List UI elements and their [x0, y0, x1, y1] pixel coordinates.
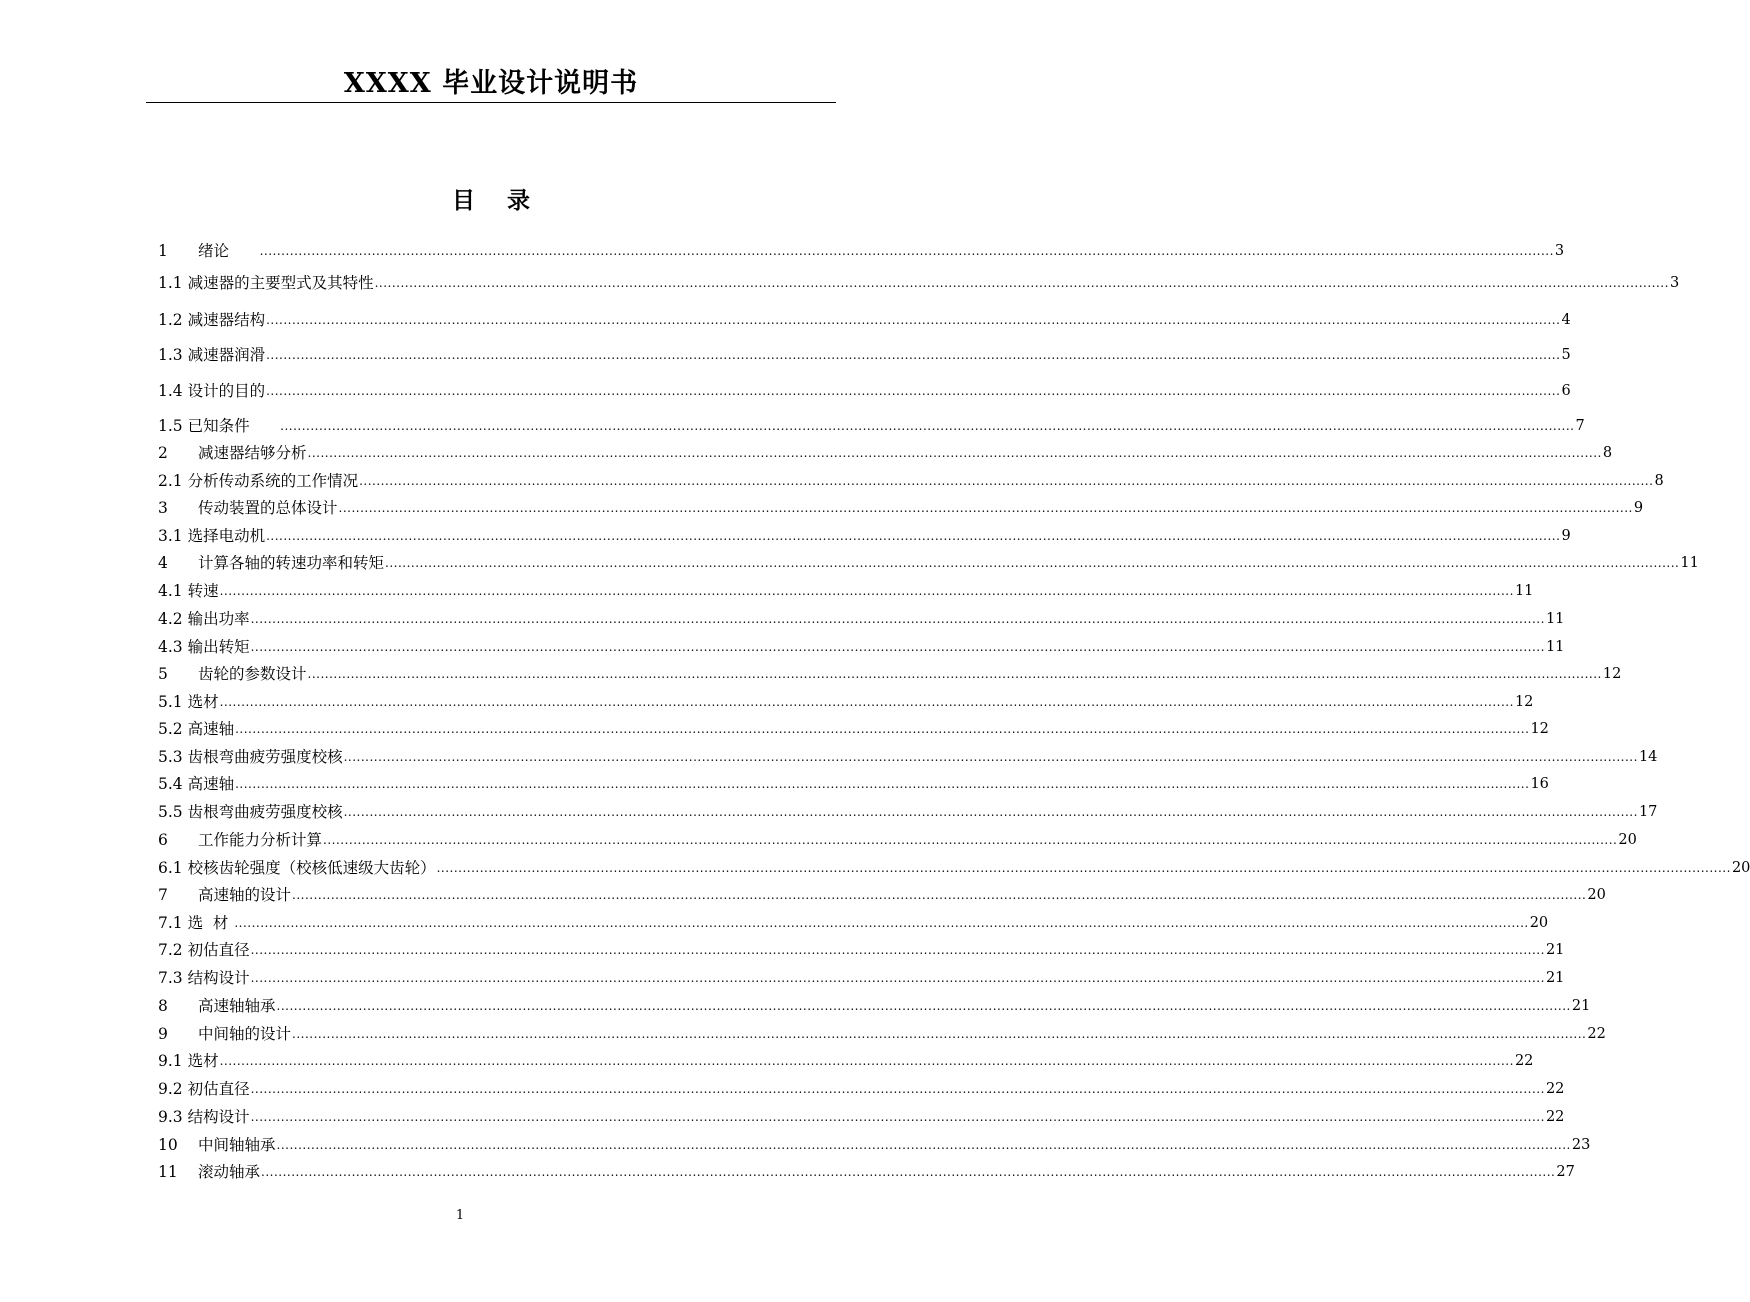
toc-entry-title: 选 材 [187, 914, 234, 932]
toc-entry-page: 5 [1561, 347, 1571, 363]
toc-entry-page: 12 [1514, 694, 1534, 710]
toc-entry-title: 齿根弯曲疲劳强度校核 [187, 748, 343, 766]
toc-entry-number: 10 [158, 1136, 178, 1154]
toc-entry-title: 中间轴的设计 [198, 1025, 292, 1043]
toc-entry-page: 11 [1545, 611, 1565, 627]
toc-entry-title: 减速器润滑 [187, 346, 266, 364]
toc-entry[interactable] [158, 442, 1613, 464]
toc-leader-dots: ............................................................................................................................................................................................................................................................................................................ [292, 1027, 1587, 1041]
toc-leader-dots: ............................................................................................................................................................................................................................................................................................................ [280, 419, 1575, 433]
toc-entry-page: 22 [1587, 1026, 1606, 1042]
toc-entry-number: 1.4 [158, 382, 188, 400]
toc-entry[interactable] [158, 857, 1750, 879]
toc-entry-number: 9 [158, 1025, 168, 1043]
toc-entry-title: 减速器的主要型式及其特性 [187, 274, 374, 292]
toc-entry[interactable] [158, 1078, 1565, 1100]
toc-entry-page: 12 [1602, 666, 1622, 682]
toc-leader-dots: ............................................................................................................................................................................................................................................................................................................ [250, 1082, 1545, 1096]
toc-entry-number: 7.2 [158, 941, 188, 959]
toc-entry-page: 20 [1731, 860, 1750, 876]
toc-entry-number: 2.1 [158, 472, 188, 490]
toc-entry-page: 22 [1514, 1053, 1534, 1069]
toc-entry[interactable] [158, 663, 1622, 685]
toc-entry[interactable] [158, 309, 1571, 331]
toc-leader-dots: ............................................................................................................................................................................................................................................................................................................ [250, 640, 1545, 654]
toc-entry[interactable] [158, 1106, 1565, 1128]
toc-entry[interactable] [158, 884, 1606, 906]
toc-entry[interactable] [158, 608, 1565, 630]
toc-entry-title: 绪论 [198, 242, 259, 260]
toc-leader-dots: ............................................................................................................................................................................................................................................................................................................ [276, 1138, 1571, 1152]
toc-leader-dots: ............................................................................................................................................................................................................................................................................................................ [219, 584, 1514, 598]
toc-entry[interactable] [158, 967, 1565, 989]
toc-entry-page: 11 [1514, 583, 1534, 599]
toc-entry-title: 结构设计 [187, 1108, 250, 1126]
toc-entry-title: 高速轴 [187, 775, 235, 793]
toc-entry-page: 22 [1545, 1081, 1565, 1097]
toc-entry-number: 5.1 [158, 693, 188, 711]
toc-entry-title: 初估直径 [187, 941, 250, 959]
toc-entry-title: 输出转矩 [187, 638, 250, 656]
toc-leader-dots: ............................................................................................................................................................................................................................................................................................................ [436, 861, 1731, 875]
page-number: 1 [455, 1208, 465, 1223]
toc-entry[interactable] [158, 1050, 1534, 1072]
toc-leader-dots: ............................................................................................................................................................................................................................................................................................................ [343, 750, 1638, 764]
toc-leader-dots: ............................................................................................................................................................................................................................................................................................................ [266, 348, 1561, 362]
toc-entry-page: 21 [1545, 942, 1565, 958]
toc-entry-number: 4.1 [158, 582, 188, 600]
toc-entry[interactable] [158, 912, 1549, 934]
toc-entry-number: 7.3 [158, 969, 188, 987]
toc-entry-page: 4 [1561, 312, 1571, 328]
toc-entry-number: 11 [158, 1163, 178, 1181]
toc-leader-dots: ............................................................................................................................................................................................................................................................................................................ [219, 1054, 1514, 1068]
toc-entry-page: 11 [1545, 639, 1565, 655]
toc-leader-dots: ............................................................................................................................................................................................................................................................................................................ [343, 805, 1638, 819]
toc-entry-number: 6 [158, 831, 168, 849]
toc-entry-page: 16 [1530, 776, 1549, 792]
toc-entry-page: 23 [1571, 1137, 1591, 1153]
toc-entry-title: 初估直径 [187, 1080, 250, 1098]
toc-entry-title: 中间轴轴承 [198, 1136, 276, 1154]
toc-entry[interactable] [158, 691, 1534, 713]
toc-entry-page: 6 [1561, 383, 1571, 399]
toc-entry-number: 8 [158, 997, 168, 1015]
header-divider [146, 102, 836, 103]
toc-entry-number: 4 [158, 554, 168, 572]
toc-entry-title: 已知条件 [187, 417, 280, 435]
toc-entry-number: 6.1 [158, 859, 188, 877]
toc-leader-dots: ............................................................................................................................................................................................................................................................................................................ [250, 971, 1545, 985]
toc-entry[interactable] [158, 718, 1549, 740]
toc-entry-title: 齿根弯曲疲劳强度校核 [187, 803, 343, 821]
toc-entry-number: 9.2 [158, 1080, 188, 1098]
toc-leader-dots: ............................................................................................................................................................................................................................................................................................................ [307, 667, 1602, 681]
toc-leader-dots: ............................................................................................................................................................................................................................................................................................................ [234, 916, 1529, 930]
toc-entry-title: 输出功率 [187, 610, 250, 628]
toc-entry-page: 27 [1556, 1164, 1575, 1180]
toc-entry[interactable] [158, 801, 1658, 823]
toc-entry-page: 12 [1530, 721, 1549, 737]
toc-entry-page: 9 [1633, 500, 1644, 516]
toc-entry-number: 3.1 [158, 527, 188, 545]
toc-entry-page: 17 [1638, 804, 1658, 820]
toc-entry-page: 9 [1561, 528, 1571, 544]
toc-leader-dots: ............................................................................................................................................................................................................................................................................................................ [250, 612, 1545, 626]
toc-entry[interactable] [158, 497, 1644, 519]
toc-entry-title: 转速 [187, 582, 219, 600]
toc-entry-number: 9.3 [158, 1108, 188, 1126]
toc-entry[interactable] [158, 272, 1680, 294]
toc-entry-title: 减速器结构 [187, 311, 266, 329]
toc-entry-number: 7 [158, 886, 168, 904]
toc-entry-title: 工作能力分析计算 [198, 831, 323, 849]
toc-entry-number: 1.1 [158, 274, 188, 292]
toc-leader-dots: ............................................................................................................................................................................................................................................................................................................ [307, 446, 1602, 460]
toc-leader-dots: ............................................................................................................................................................................................................................................................................................................ [292, 888, 1587, 902]
toc-entry[interactable] [158, 525, 1571, 547]
toc-leader-dots: ............................................................................................................................................................................................................................................................................................................ [385, 556, 1680, 570]
toc-entry[interactable] [158, 939, 1565, 961]
toc-entry[interactable] [158, 1134, 1591, 1156]
toc-entry[interactable] [158, 240, 1565, 262]
toc-entry-title: 计算各轴的转速功率和转矩 [198, 554, 385, 572]
toc-entry-page: 20 [1587, 887, 1606, 903]
toc-entry[interactable] [158, 829, 1637, 851]
toc-entry[interactable] [158, 380, 1571, 402]
toc-entry[interactable] [158, 995, 1591, 1017]
toc-entry[interactable] [158, 1161, 1575, 1183]
toc-entry-number: 4.2 [158, 610, 188, 628]
toc-leader-dots: ............................................................................................................................................................................................................................................................................................................ [266, 529, 1561, 543]
toc-entry[interactable] [158, 470, 1664, 492]
toc-leader-dots: ............................................................................................................................................................................................................................................................................................................ [250, 943, 1545, 957]
toc-leader-dots: ............................................................................................................................................................................................................................................................................................................ [235, 722, 1530, 736]
toc-entry-number: 5.2 [158, 720, 188, 738]
toc-entry[interactable] [158, 344, 1571, 366]
toc-leader-dots: ............................................................................................................................................................................................................................................................................................................ [219, 695, 1514, 709]
toc-entry[interactable] [158, 746, 1658, 768]
toc-entry-number: 2 [158, 444, 168, 462]
toc-entry[interactable] [158, 415, 1585, 437]
toc-entry[interactable] [158, 636, 1565, 658]
toc-entry-number: 3 [158, 499, 168, 517]
toc-entry-page: 8 [1602, 445, 1613, 461]
toc-title: 目 录 [451, 188, 531, 214]
toc-entry[interactable] [158, 552, 1699, 574]
toc-entry-page: 8 [1654, 473, 1664, 489]
toc-entry-page: 3 [1669, 275, 1680, 291]
toc-entry-number: 5.3 [158, 748, 188, 766]
toc-entry-page: 20 [1618, 832, 1637, 848]
toc-entry-page: 3 [1554, 243, 1565, 259]
toc-entry-number: 1 [158, 242, 173, 260]
toc-entry-title: 高速轴 [187, 720, 235, 738]
toc-entry[interactable] [158, 773, 1549, 795]
toc-entry-title: 传动装置的总体设计 [198, 499, 338, 517]
toc-entry-page: 22 [1545, 1109, 1565, 1125]
toc-entry-title: 齿轮的参数设计 [198, 665, 307, 683]
toc-entry-number: 4.3 [158, 638, 188, 656]
toc-leader-dots: ............................................................................................................................................................................................................................................................................................................ [276, 999, 1571, 1013]
toc-entry-title: 设计的目的 [187, 382, 266, 400]
toc-entry-title: 选择电动机 [187, 527, 266, 545]
toc-leader-dots: ............................................................................................................................................................................................................................................................................................................ [259, 244, 1554, 258]
toc-entry-title: 滚动轴承 [198, 1163, 261, 1181]
document-header-title: XXXX 毕业设计说明书 [343, 68, 639, 99]
toc-entry-title: 高速轴的设计 [198, 886, 292, 904]
toc-leader-dots: ............................................................................................................................................................................................................................................................................................................ [266, 384, 1561, 398]
toc-leader-dots: ............................................................................................................................................................................................................................................................................................................ [266, 313, 1561, 327]
toc-entry[interactable] [158, 1023, 1606, 1045]
toc-entry-title: 分析传动系统的工作情况 [187, 472, 359, 490]
toc-entry-page: 21 [1571, 998, 1591, 1014]
toc-entry-number: 5 [158, 665, 168, 683]
toc-entry-number: 5.4 [158, 775, 188, 793]
toc-entry-number: 5.5 [158, 803, 188, 821]
toc-leader-dots: ............................................................................................................................................................................................................................................................................................................ [359, 474, 1654, 488]
toc-entry-title: 校核齿轮强度（校核低速级大齿轮） [187, 859, 436, 877]
toc-entry-page: 7 [1575, 418, 1585, 434]
toc-entry-number: 7.1 [158, 914, 188, 932]
toc-entry-number: 9.1 [158, 1052, 188, 1070]
toc-leader-dots: ............................................................................................................................................................................................................................................................................................................ [374, 276, 1669, 290]
toc-entry[interactable] [158, 580, 1534, 602]
toc-leader-dots: ............................................................................................................................................................................................................................................................................................................ [323, 833, 1618, 847]
toc-entry-page: 21 [1545, 970, 1565, 986]
toc-entry-title: 减速器结够分析 [198, 444, 307, 462]
toc-entry-title: 结构设计 [187, 969, 250, 987]
toc-entry-page: 14 [1638, 749, 1658, 765]
toc-entry-title: 选材 [187, 693, 219, 711]
toc-leader-dots: ............................................................................................................................................................................................................................................................................................................ [261, 1165, 1556, 1179]
toc-entry-page: 11 [1680, 555, 1699, 571]
toc-entry-number: 1.5 [158, 417, 188, 435]
toc-entry-title: 选材 [187, 1052, 219, 1070]
toc-leader-dots: ............................................................................................................................................................................................................................................................................................................ [338, 501, 1633, 515]
toc-entry-page: 20 [1529, 915, 1549, 931]
toc-entry-title: 高速轴轴承 [198, 997, 276, 1015]
toc-entry-number: 1.2 [158, 311, 188, 329]
toc-leader-dots: ............................................................................................................................................................................................................................................................................................................ [235, 777, 1530, 791]
toc-entry-number: 1.3 [158, 346, 188, 364]
toc-leader-dots: ............................................................................................................................................................................................................................................................................................................ [250, 1110, 1545, 1124]
